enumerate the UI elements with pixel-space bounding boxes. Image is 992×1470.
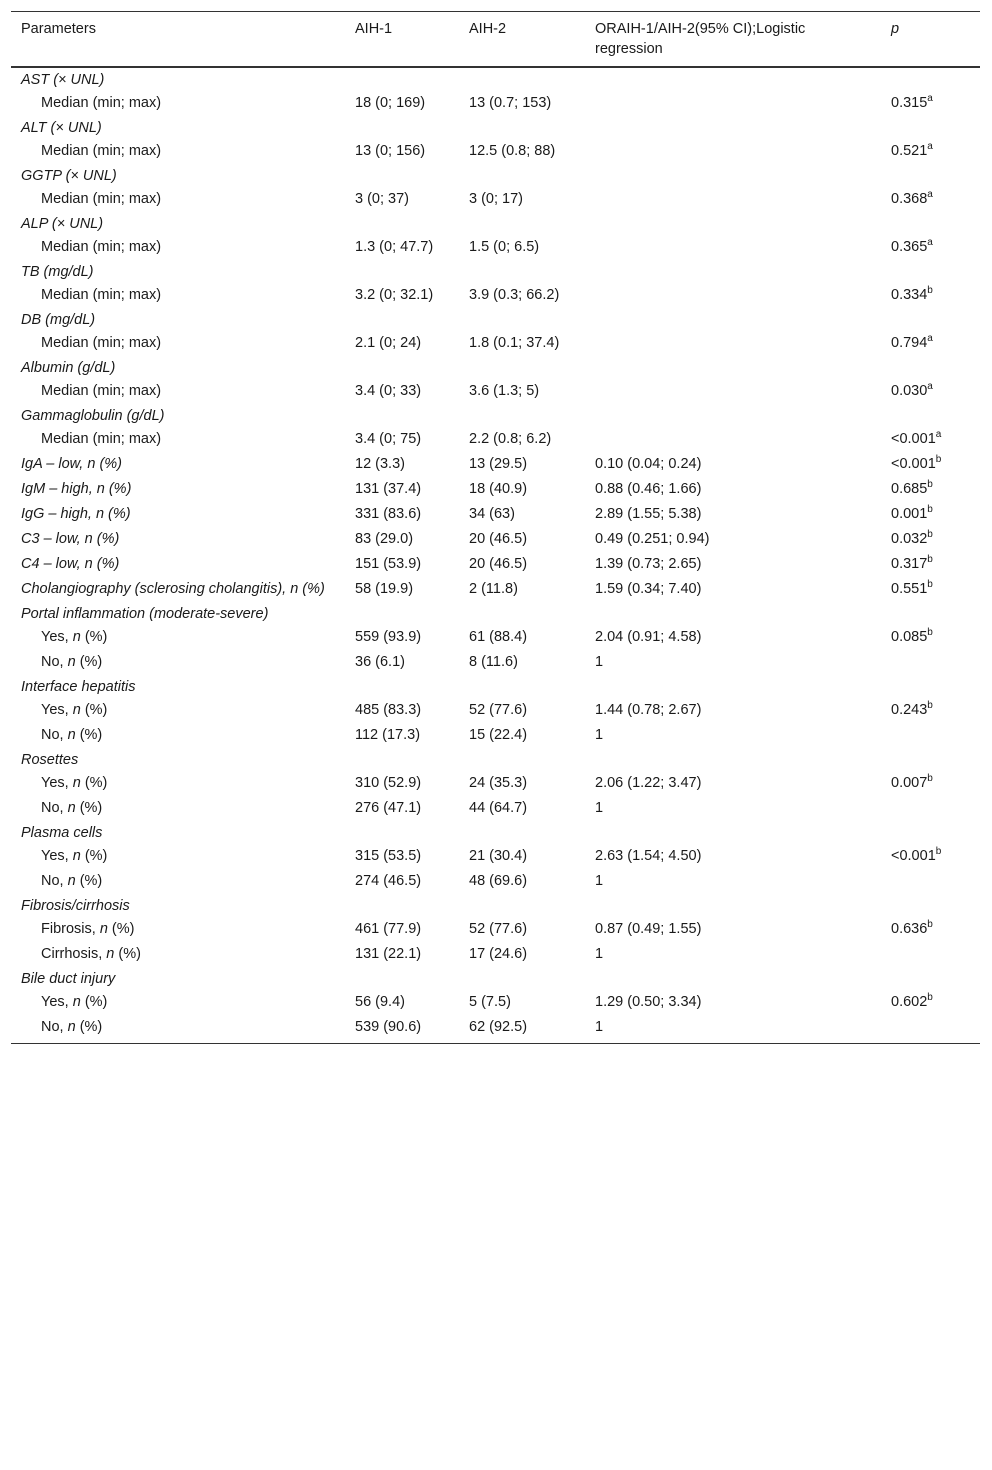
p-value: 0.685	[891, 481, 928, 497]
p-value-footnote: b	[927, 479, 933, 491]
table-row	[11, 625, 980, 650]
aih1-value: 3.4 (0; 75)	[355, 431, 422, 447]
aih2-value: 2 (11.8)	[469, 581, 518, 597]
group-row	[11, 260, 980, 283]
odds-ratio-value: 1.29 (0.50; 3.34)	[595, 994, 702, 1010]
p-value: <0.001	[891, 431, 936, 447]
aih1-value: 315 (53.5)	[355, 848, 422, 864]
p-value: 0.368	[891, 191, 928, 207]
aih2-value: 8 (11.6)	[469, 654, 518, 670]
group-row	[11, 675, 980, 698]
p-value-cell	[881, 187, 980, 212]
odds-ratio-value	[585, 379, 881, 404]
group-label: ALP (× UNL)	[21, 216, 104, 232]
odds-ratio-value: 0.49 (0.251; 0.94)	[595, 531, 710, 547]
odds-ratio-value: 2.63 (1.54; 4.50)	[595, 848, 702, 864]
row-label: No, n (%)	[41, 800, 103, 816]
table-row	[11, 771, 980, 796]
group-label: DB (mg/dL)	[21, 312, 96, 328]
row-label: No, n (%)	[41, 654, 103, 670]
group-row	[11, 894, 980, 917]
p-value: 0.317	[891, 556, 928, 572]
row-label: Cholangiography (sclerosing cholangitis), n (%)	[21, 581, 325, 597]
p-value-footnote: b	[927, 529, 933, 541]
p-value-footnote: b	[927, 554, 933, 566]
aih2-value: 3 (0; 17)	[469, 191, 523, 207]
table-header	[11, 12, 980, 68]
odds-ratio-value: 1	[595, 1019, 604, 1035]
group-label: Fibrosis/cirrhosis	[21, 898, 130, 914]
p-value-cell	[881, 771, 980, 796]
aih2-value: 5 (7.5)	[469, 994, 511, 1010]
aih1-value: 2.1 (0; 24)	[355, 335, 422, 351]
aih2-value: 61 (88.4)	[469, 629, 528, 645]
header-odds-ratio: ORAIH-1/AIH-2(95% CI);Logistic regression	[595, 21, 806, 57]
aih1-value: 131 (22.1)	[355, 946, 422, 962]
aih1-value: 83 (29.0)	[355, 531, 414, 547]
table-row	[11, 1015, 980, 1044]
row-label: Median (min; max)	[41, 383, 162, 399]
p-value-footnote: b	[927, 992, 933, 1004]
aih1-value: 58 (19.9)	[355, 581, 414, 597]
row-label: IgM – high, n (%)	[21, 481, 132, 497]
aih2-value: 18 (40.9)	[469, 481, 528, 497]
odds-ratio-value: 0.88 (0.46; 1.66)	[595, 481, 702, 497]
table-row	[11, 477, 980, 502]
p-value-footnote: b	[927, 504, 933, 516]
row-label: Yes, n (%)	[41, 848, 108, 864]
row-label: IgA – low, n (%)	[21, 456, 123, 472]
header-aih2: AIH-2	[469, 21, 507, 37]
group-label: Portal inflammation (moderate-severe)	[21, 606, 269, 622]
header-aih1: AIH-1	[355, 21, 393, 37]
table-row	[11, 187, 980, 212]
group-row	[11, 67, 980, 91]
p-value-footnote: a	[927, 237, 933, 249]
group-label: Rosettes	[21, 752, 79, 768]
odds-ratio-value: 1	[595, 800, 604, 816]
p-value-cell	[881, 379, 980, 404]
p-value-cell	[881, 796, 980, 821]
aih2-value: 1.8 (0.1; 37.4)	[469, 335, 560, 351]
group-row	[11, 967, 980, 990]
table-row	[11, 917, 980, 942]
table-row	[11, 796, 980, 821]
p-value: 0.334	[891, 287, 928, 303]
group-label: Plasma cells	[21, 825, 103, 841]
aih2-value: 3.9 (0.3; 66.2)	[469, 287, 560, 303]
p-value: 0.521	[891, 143, 928, 159]
odds-ratio-value: 1	[595, 946, 604, 962]
group-label: Interface hepatitis	[21, 679, 136, 695]
odds-ratio-value	[585, 235, 881, 260]
group-row	[11, 308, 980, 331]
p-value: 0.007	[891, 775, 928, 791]
p-value-footnote: a	[927, 93, 933, 105]
aih1-value: 13 (0; 156)	[355, 143, 426, 159]
group-label: GGTP (× UNL)	[21, 168, 117, 184]
p-value-cell	[881, 502, 980, 527]
odds-ratio-value	[585, 331, 881, 356]
table-row	[11, 723, 980, 748]
table-row	[11, 235, 980, 260]
group-label: TB (mg/dL)	[21, 264, 94, 280]
row-label: C4 – low, n (%)	[21, 556, 120, 572]
p-value-footnote: a	[927, 381, 933, 393]
row-label: Cirrhosis, n (%)	[41, 946, 141, 962]
p-value: 0.365	[891, 239, 928, 255]
table-row	[11, 91, 980, 116]
group-row	[11, 116, 980, 139]
aih1-value: 131 (37.4)	[355, 481, 422, 497]
aih2-value: 20 (46.5)	[469, 556, 528, 572]
table-row	[11, 942, 980, 967]
group-label: Gammaglobulin (g/dL)	[21, 408, 165, 424]
p-value-cell	[881, 869, 980, 894]
table-row	[11, 379, 980, 404]
row-label: Yes, n (%)	[41, 994, 108, 1010]
aih2-value: 44 (64.7)	[469, 800, 528, 816]
aih1-value: 3.2 (0; 32.1)	[355, 287, 434, 303]
p-value-cell	[881, 844, 980, 869]
row-label: No, n (%)	[41, 1019, 103, 1035]
table-row	[11, 698, 980, 723]
aih2-value: 48 (69.6)	[469, 873, 528, 889]
row-label: No, n (%)	[41, 873, 103, 889]
p-value-cell	[881, 698, 980, 723]
odds-ratio-value: 1.39 (0.73; 2.65)	[595, 556, 702, 572]
aih1-value: 112 (17.3)	[355, 727, 421, 743]
aih1-value: 1.3 (0; 47.7)	[355, 239, 434, 255]
p-value-footnote: a	[935, 429, 942, 441]
table-row	[11, 990, 980, 1015]
row-label: Yes, n (%)	[41, 702, 108, 718]
aih1-value: 461 (77.9)	[355, 921, 422, 937]
group-label: Albumin (g/dL)	[21, 360, 116, 376]
table-body	[11, 67, 980, 1044]
p-value-cell	[881, 527, 980, 552]
aih2-value: 12.5 (0.8; 88)	[469, 143, 556, 159]
header-row	[11, 12, 980, 68]
row-label: Median (min; max)	[41, 191, 162, 207]
table-row	[11, 452, 980, 477]
p-value-footnote: b	[935, 846, 942, 858]
aih2-value: 3.6 (1.3; 5)	[469, 383, 540, 399]
table-row	[11, 844, 980, 869]
table-row	[11, 552, 980, 577]
header-parameters: Parameters	[21, 21, 96, 37]
table-row	[11, 650, 980, 675]
row-label: Yes, n (%)	[41, 775, 108, 791]
row-label: Median (min; max)	[41, 143, 162, 159]
aih2-value: 21 (30.4)	[469, 848, 528, 864]
table-container	[11, 11, 980, 1044]
p-value-footnote: b	[927, 627, 933, 639]
table-row	[11, 577, 980, 602]
odds-ratio-value: 2.89 (1.55; 5.38)	[595, 506, 702, 522]
aih2-value: 62 (92.5)	[469, 1019, 528, 1035]
odds-ratio-value: 1	[595, 727, 604, 743]
p-value: 0.001	[891, 506, 928, 522]
row-label: Median (min; max)	[41, 95, 162, 111]
p-value: 0.030	[891, 383, 928, 399]
p-value-cell	[881, 1015, 980, 1044]
row-label: Median (min; max)	[41, 335, 162, 351]
group-label: ALT (× UNL)	[21, 120, 102, 136]
aih1-value: 559 (93.9)	[355, 629, 422, 645]
row-label: Median (min; max)	[41, 287, 162, 303]
p-value: 0.794	[891, 335, 928, 351]
group-row	[11, 212, 980, 235]
row-label: Median (min; max)	[41, 431, 162, 447]
table-row	[11, 427, 980, 452]
table-row	[11, 283, 980, 308]
group-row	[11, 404, 980, 427]
group-row	[11, 164, 980, 187]
p-value-cell	[881, 577, 980, 602]
p-value-footnote: b	[927, 919, 933, 931]
aih1-value: 151 (53.9)	[355, 556, 422, 572]
odds-ratio-value: 1	[595, 654, 604, 670]
row-label: IgG – high, n (%)	[21, 506, 131, 522]
odds-ratio-value: 1.44 (0.78; 2.67)	[595, 702, 702, 718]
p-value: 0.315	[891, 95, 928, 111]
p-value-footnote: b	[927, 285, 933, 297]
group-row	[11, 602, 980, 625]
aih1-value: 3.4 (0; 33)	[355, 383, 422, 399]
p-value-cell	[881, 91, 980, 116]
p-value: <0.001	[891, 848, 936, 864]
p-value-cell	[881, 139, 980, 164]
p-value: 0.551	[891, 581, 928, 597]
p-value-footnote: b	[927, 579, 933, 591]
row-label: C3 – low, n (%)	[21, 531, 120, 547]
p-value-footnote: b	[927, 773, 933, 785]
row-label: Fibrosis, n (%)	[41, 921, 135, 937]
row-label: No, n (%)	[41, 727, 103, 743]
aih2-value: 52 (77.6)	[469, 702, 528, 718]
p-value-cell	[881, 452, 980, 477]
odds-ratio-value	[585, 427, 881, 452]
odds-ratio-value: 0.10 (0.04; 0.24)	[595, 456, 702, 472]
p-value-footnote: b	[935, 454, 942, 466]
p-value-cell	[881, 917, 980, 942]
aih1-value: 3 (0; 37)	[355, 191, 409, 207]
p-value: 0.636	[891, 921, 928, 937]
aih1-value: 539 (90.6)	[355, 1019, 422, 1035]
aih2-value: 17 (24.6)	[469, 946, 528, 962]
table-row	[11, 527, 980, 552]
odds-ratio-value: 1.59 (0.34; 7.40)	[595, 581, 702, 597]
p-value-footnote: a	[927, 189, 933, 201]
aih1-value: 18 (0; 169)	[355, 95, 426, 111]
aih1-value: 276 (47.1)	[355, 800, 422, 816]
table-row	[11, 331, 980, 356]
aih1-value: 310 (52.9)	[355, 775, 422, 791]
table-row	[11, 869, 980, 894]
p-value-cell	[881, 331, 980, 356]
group-row	[11, 356, 980, 379]
p-value-cell	[881, 650, 980, 675]
p-value-cell	[881, 942, 980, 967]
p-value: 0.032	[891, 531, 928, 547]
odds-ratio-value: 1	[595, 873, 604, 889]
p-value-footnote: b	[927, 700, 933, 712]
table-row	[11, 502, 980, 527]
odds-ratio-value	[585, 91, 881, 116]
p-value: 0.085	[891, 629, 928, 645]
aih1-value: 274 (46.5)	[355, 873, 422, 889]
aih1-value: 331 (83.6)	[355, 506, 422, 522]
p-value-cell	[881, 552, 980, 577]
aih2-value: 34 (63)	[469, 506, 515, 522]
group-row	[11, 821, 980, 844]
row-label: Yes, n (%)	[41, 629, 108, 645]
aih2-value: 2.2 (0.8; 6.2)	[469, 431, 552, 447]
aih2-value: 1.5 (0; 6.5)	[469, 239, 540, 255]
p-value-cell	[881, 235, 980, 260]
aih2-value: 20 (46.5)	[469, 531, 528, 547]
aih2-value: 13 (29.5)	[469, 456, 528, 472]
p-value: 0.243	[891, 702, 928, 718]
p-value: 0.602	[891, 994, 928, 1010]
p-value-cell	[881, 477, 980, 502]
aih1-value: 56 (9.4)	[355, 994, 405, 1010]
odds-ratio-value	[585, 283, 881, 308]
aih2-value: 24 (35.3)	[469, 775, 528, 791]
p-value-cell	[881, 990, 980, 1015]
aih2-value: 15 (22.4)	[469, 727, 528, 743]
p-value: <0.001	[891, 456, 936, 472]
group-label: AST (× UNL)	[21, 72, 105, 88]
odds-ratio-value	[585, 187, 881, 212]
header-p-value: p	[891, 21, 900, 37]
p-value-footnote: a	[927, 333, 933, 345]
aih2-value: 13 (0.7; 153)	[469, 95, 552, 111]
odds-ratio-value	[585, 139, 881, 164]
row-label: Median (min; max)	[41, 239, 162, 255]
p-value-cell	[881, 723, 980, 748]
aih1-value: 485 (83.3)	[355, 702, 422, 718]
p-value-cell	[881, 625, 980, 650]
odds-ratio-value: 2.04 (0.91; 4.58)	[595, 629, 702, 645]
group-row	[11, 748, 980, 771]
aih1-value: 12 (3.3)	[355, 456, 405, 472]
group-label: Bile duct injury	[21, 971, 116, 987]
table-row	[11, 139, 980, 164]
results-table	[11, 11, 980, 1044]
aih1-value: 36 (6.1)	[355, 654, 405, 670]
odds-ratio-value: 0.87 (0.49; 1.55)	[595, 921, 702, 937]
p-value-cell	[881, 427, 980, 452]
aih2-value: 52 (77.6)	[469, 921, 528, 937]
odds-ratio-value: 2.06 (1.22; 3.47)	[595, 775, 702, 791]
p-value-footnote: a	[927, 141, 933, 153]
p-value-cell	[881, 283, 980, 308]
